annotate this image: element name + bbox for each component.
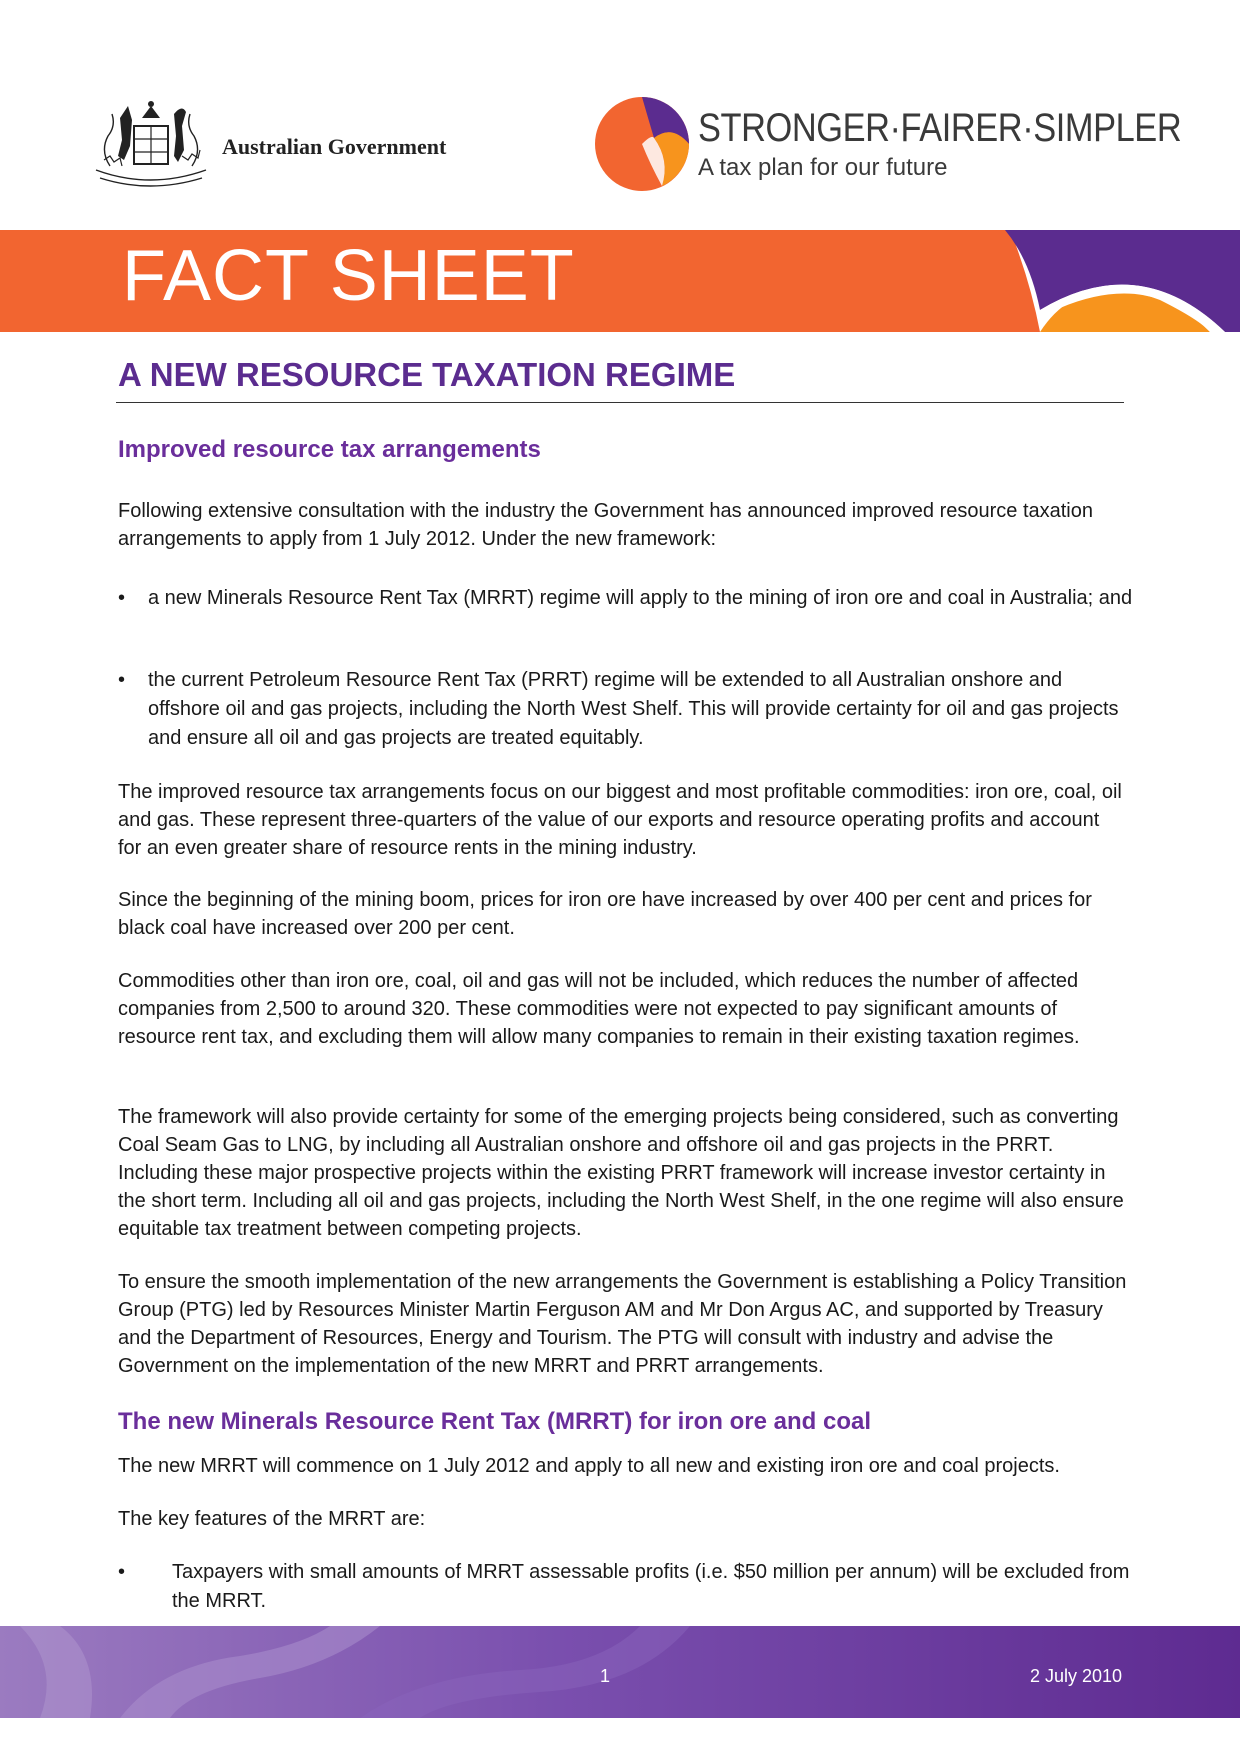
body-paragraph: The improved resource tax arrangements focus on our biggest and most profitable commodities: iron ore, coal, oil and gas. These represent three-quarters of the value of our exports and resource operating profits and account for an even greater share of resource rents in the mining industry. [118,781,1122,859]
body-paragraph: To ensure the smooth implementation of the new arrangements the Government is establishing a Policy Transition Group (PTG) led by Resources Minister Martin Ferguson AM and Mr Don Argus AC, and supported by Treasury and the Department of Resources, Energy and Tourism. The PTG will consult with industry and advise the Government on the implementation of the new MRRT and PRRT arrangements. [118,1271,1127,1377]
list-item-text: Taxpayers with small amounts of MRRT assessable profits (i.e. $50 million per annum) will be excluded from the MRRT. [172,1561,1130,1612]
tax-plan-swirl-icon [592,94,692,194]
body-paragraph: The new MRRT will commence on 1 July 2012 and apply to all new and existing iron ore and coal projects. [118,1455,1060,1477]
document-title: A NEW RESOURCE TAXATION REGIME [118,356,736,393]
list-item-text: a new Minerals Resource Rent Tax (MRRT) regime will apply to the mining of iron ore and coal in Australia; and [148,587,1133,609]
campaign-logo [592,94,1182,194]
body-paragraph: Commodities other than iron ore, coal, oil and gas will not be included, which reduces the number of affected companies from 2,500 to around 320. These commodities were not expected to pay significant amounts of resource rent tax, and excluding them will allow many companies to remain in their existing taxation regimes. [118,970,1080,1048]
page-number: 1 [600,1666,611,1686]
body-paragraph: Since the beginning of the mining boom, prices for iron ore have increased by over 400 per cent and prices for black coal have increased over 200 per cent. [118,889,1092,939]
title-divider [116,402,1124,403]
australian-government-logo [90,96,550,196]
bullet-icon: • [118,587,126,609]
section-heading-improved-arrangements: Improved resource tax arrangements [118,436,541,463]
campaign-title: STRONGER·FAIRER·SIMPLER [698,106,1182,150]
banner-title: FACT SHEET [122,236,575,316]
section-heading-mrrt: The new Minerals Resource Rent Tax (MRRT) for iron ore and coal [118,1408,872,1435]
coat-of-arms-icon [90,96,212,196]
body-paragraph: The key features of the MRRT are: [118,1508,426,1530]
list-item-text: the current Petroleum Resource Rent Tax (PRRT) regime will be extended to all Australian onshore and offshore oil and gas projects, including the North West Shelf. This will provide certainty for oil and gas projects and ensure all oil and gas projects are treated equitably. [148,669,1119,749]
bullet-icon: • [118,1561,126,1583]
footer-date: 2 July 2010 [1030,1666,1123,1686]
intro-paragraph: Following extensive consultation with the industry the Government has announced improved resource taxation arrangements to apply from 1 July 2012. Under the new framework: [118,500,1093,550]
government-name: Australian Government [222,134,447,159]
campaign-subtitle: A tax plan for our future [698,154,948,181]
bullet-icon: • [118,669,126,691]
body-paragraph: The framework will also provide certainty for some of the emerging projects being considered, such as converting Coal Seam Gas to LNG, by including all Australian onshore and offshore oil and gas projects in the PRRT. Including these major prospective projects within the existing PRRT framework will increase investor certainty in the short term. Including all oil and gas projects, including the North West Shelf, in the one regime will also ensure equitable tax treatment between competing projects. [118,1106,1124,1240]
